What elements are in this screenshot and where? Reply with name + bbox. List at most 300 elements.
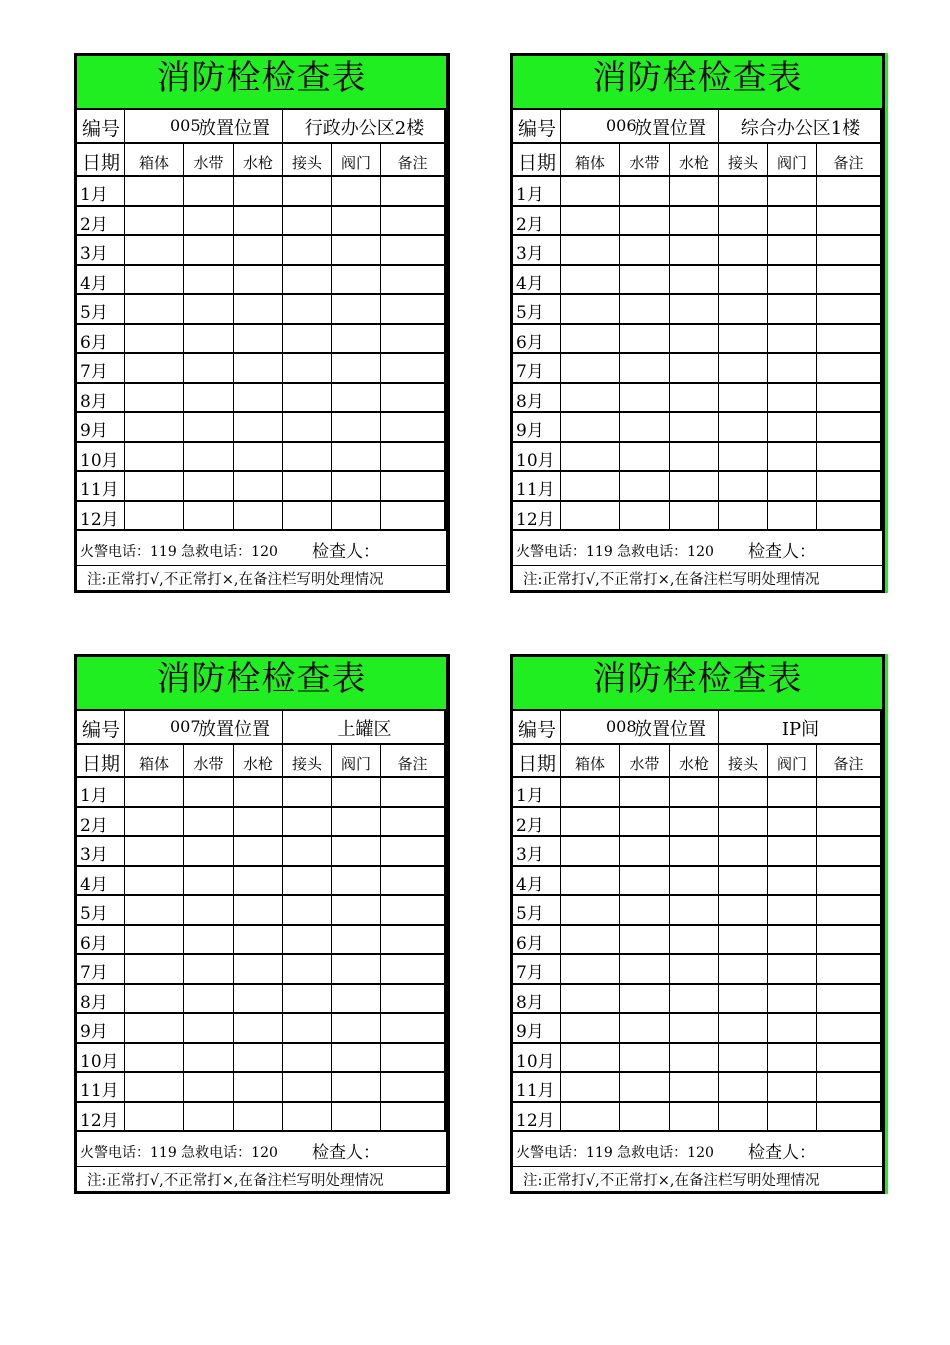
check-cell[interactable]: [719, 502, 768, 532]
check-cell[interactable]: [817, 1014, 882, 1044]
check-cell[interactable]: [184, 502, 234, 532]
check-cell[interactable]: [184, 867, 234, 897]
check-cell[interactable]: [719, 1014, 768, 1044]
check-cell[interactable]: [332, 266, 381, 296]
check-cell[interactable]: [234, 472, 283, 502]
check-cell[interactable]: [768, 266, 817, 296]
check-cell[interactable]: [768, 325, 817, 355]
check-cell[interactable]: [125, 985, 184, 1015]
check-cell[interactable]: [620, 207, 670, 237]
check-cell[interactable]: [719, 778, 768, 808]
check-cell[interactable]: [768, 1073, 817, 1103]
header-cell: [768, 144, 817, 177]
check-cell[interactable]: [381, 985, 446, 1015]
check-cell[interactable]: [381, 955, 446, 985]
check-cell[interactable]: [125, 1073, 184, 1103]
check-cell[interactable]: [234, 1073, 283, 1103]
column-header: 日期: [82, 152, 121, 174]
check-cell[interactable]: [561, 778, 620, 808]
check-cell[interactable]: [381, 325, 446, 355]
check-cell[interactable]: [670, 413, 719, 443]
month-cell: [513, 955, 561, 985]
check-cell[interactable]: [620, 325, 670, 355]
check-cell[interactable]: [381, 778, 446, 808]
check-cell[interactable]: [332, 207, 381, 237]
check-cell[interactable]: [234, 778, 283, 808]
check-cell[interactable]: [768, 236, 817, 266]
check-cell[interactable]: [670, 955, 719, 985]
check-cell[interactable]: [234, 896, 283, 926]
check-cell[interactable]: [719, 1103, 768, 1133]
check-cell[interactable]: [381, 354, 446, 384]
check-cell[interactable]: [719, 926, 768, 956]
check-cell[interactable]: [283, 985, 332, 1015]
check-cell[interactable]: [125, 1014, 184, 1044]
check-cell[interactable]: [719, 384, 768, 414]
check-cell[interactable]: [283, 778, 332, 808]
check-cell[interactable]: [768, 926, 817, 956]
check-cell[interactable]: [670, 1014, 719, 1044]
check-cell[interactable]: [817, 384, 882, 414]
check-cell[interactable]: [184, 955, 234, 985]
check-cell[interactable]: [234, 808, 283, 838]
check-cell[interactable]: [620, 443, 670, 473]
check-cell[interactable]: [719, 808, 768, 838]
check-cell[interactable]: [125, 354, 184, 384]
check-cell[interactable]: [620, 1014, 670, 1044]
check-cell[interactable]: [283, 1014, 332, 1044]
check-cell[interactable]: [561, 1073, 620, 1103]
check-cell[interactable]: [561, 1014, 620, 1044]
check-cell[interactable]: [283, 955, 332, 985]
header-cell: [768, 745, 817, 778]
check-cell[interactable]: [561, 955, 620, 985]
check-cell[interactable]: [332, 778, 381, 808]
check-cell[interactable]: [768, 778, 817, 808]
check-cell[interactable]: [332, 1073, 381, 1103]
check-cell[interactable]: [234, 413, 283, 443]
check-cell[interactable]: [561, 443, 620, 473]
check-cell[interactable]: [332, 808, 381, 838]
check-cell[interactable]: [620, 266, 670, 296]
check-cell[interactable]: [332, 985, 381, 1015]
check-cell[interactable]: [561, 266, 620, 296]
check-cell[interactable]: [381, 266, 446, 296]
check-cell[interactable]: [381, 1103, 446, 1133]
check-cell[interactable]: [670, 384, 719, 414]
check-cell[interactable]: [561, 207, 620, 237]
check-cell[interactable]: [817, 778, 882, 808]
check-cell[interactable]: [670, 236, 719, 266]
check-cell[interactable]: [561, 413, 620, 443]
check-cell[interactable]: [817, 354, 882, 384]
check-cell[interactable]: [332, 413, 381, 443]
check-cell[interactable]: [381, 502, 446, 532]
check-cell[interactable]: [125, 778, 184, 808]
check-cell[interactable]: [817, 808, 882, 838]
check-cell[interactable]: [184, 1073, 234, 1103]
check-cell[interactable]: [719, 1073, 768, 1103]
check-cell[interactable]: [381, 207, 446, 237]
check-cell[interactable]: [184, 1044, 234, 1074]
check-cell[interactable]: [719, 295, 768, 325]
check-cell[interactable]: [381, 236, 446, 266]
check-cell[interactable]: [719, 207, 768, 237]
check-cell[interactable]: [234, 354, 283, 384]
check-cell[interactable]: [670, 896, 719, 926]
check-cell[interactable]: [283, 867, 332, 897]
check-cell[interactable]: [283, 325, 332, 355]
check-cell[interactable]: [283, 236, 332, 266]
check-cell[interactable]: [234, 1044, 283, 1074]
check-cell[interactable]: [234, 384, 283, 414]
check-cell[interactable]: [561, 896, 620, 926]
header-cell: [817, 745, 882, 778]
check-cell[interactable]: [768, 1103, 817, 1133]
check-cell[interactable]: [234, 266, 283, 296]
check-cell[interactable]: [561, 985, 620, 1015]
check-cell[interactable]: [561, 1103, 620, 1133]
check-cell[interactable]: [719, 413, 768, 443]
check-cell[interactable]: [817, 926, 882, 956]
check-cell[interactable]: [670, 502, 719, 532]
check-cell[interactable]: [670, 354, 719, 384]
inspector-label: 检查人：: [312, 542, 380, 562]
check-cell[interactable]: [561, 236, 620, 266]
check-cell[interactable]: [332, 295, 381, 325]
check-cell[interactable]: [620, 413, 670, 443]
check-cell[interactable]: [719, 955, 768, 985]
check-cell[interactable]: [332, 472, 381, 502]
check-cell[interactable]: [234, 867, 283, 897]
check-cell[interactable]: [670, 808, 719, 838]
check-cell[interactable]: [620, 985, 670, 1015]
check-cell[interactable]: [817, 896, 882, 926]
check-cell[interactable]: [125, 325, 184, 355]
check-cell[interactable]: [817, 207, 882, 237]
check-cell[interactable]: [561, 867, 620, 897]
check-cell[interactable]: [620, 778, 670, 808]
check-cell[interactable]: [184, 926, 234, 956]
check-cell[interactable]: [381, 1073, 446, 1103]
check-cell[interactable]: [283, 472, 332, 502]
check-cell[interactable]: [817, 266, 882, 296]
check-cell[interactable]: [184, 808, 234, 838]
check-cell[interactable]: [381, 867, 446, 897]
check-cell[interactable]: [620, 955, 670, 985]
check-cell[interactable]: [283, 926, 332, 956]
check-cell[interactable]: [234, 236, 283, 266]
check-cell[interactable]: [817, 472, 882, 502]
check-cell[interactable]: [381, 443, 446, 473]
check-cell[interactable]: [125, 896, 184, 926]
check-cell[interactable]: [768, 207, 817, 237]
check-cell[interactable]: [234, 985, 283, 1015]
check-cell[interactable]: [332, 1103, 381, 1133]
check-cell[interactable]: [768, 808, 817, 838]
check-cell[interactable]: [125, 955, 184, 985]
check-cell[interactable]: [184, 985, 234, 1015]
check-cell[interactable]: [620, 867, 670, 897]
check-cell[interactable]: [670, 1103, 719, 1133]
check-cell[interactable]: [817, 295, 882, 325]
check-cell[interactable]: [381, 384, 446, 414]
check-cell[interactable]: [234, 325, 283, 355]
check-cell[interactable]: [620, 295, 670, 325]
check-cell[interactable]: [283, 413, 332, 443]
check-cell[interactable]: [768, 1044, 817, 1074]
check-cell[interactable]: [234, 177, 283, 207]
check-cell[interactable]: [670, 472, 719, 502]
check-cell[interactable]: [234, 837, 283, 867]
check-cell[interactable]: [620, 1073, 670, 1103]
check-cell[interactable]: [670, 867, 719, 897]
check-cell[interactable]: [283, 502, 332, 532]
check-cell[interactable]: [817, 236, 882, 266]
check-cell[interactable]: [768, 896, 817, 926]
check-cell[interactable]: [817, 1073, 882, 1103]
check-cell[interactable]: [719, 985, 768, 1015]
check-cell[interactable]: [184, 207, 234, 237]
check-cell[interactable]: [620, 1103, 670, 1133]
check-cell[interactable]: [184, 295, 234, 325]
check-cell[interactable]: [332, 177, 381, 207]
check-cell[interactable]: [620, 926, 670, 956]
check-cell[interactable]: [719, 354, 768, 384]
check-cell[interactable]: [283, 295, 332, 325]
check-cell[interactable]: [817, 1044, 882, 1074]
check-cell[interactable]: [125, 472, 184, 502]
check-cell[interactable]: [817, 1103, 882, 1133]
check-cell[interactable]: [719, 837, 768, 867]
check-cell[interactable]: [234, 1103, 283, 1133]
check-cell[interactable]: [768, 867, 817, 897]
check-cell[interactable]: [381, 1044, 446, 1074]
check-cell[interactable]: [381, 926, 446, 956]
check-cell[interactable]: [125, 1103, 184, 1133]
check-cell[interactable]: [184, 472, 234, 502]
column-header: 水带: [629, 154, 660, 172]
check-cell[interactable]: [234, 207, 283, 237]
check-cell[interactable]: [719, 325, 768, 355]
check-cell[interactable]: [283, 266, 332, 296]
check-cell[interactable]: [184, 236, 234, 266]
check-cell[interactable]: [184, 354, 234, 384]
check-cell[interactable]: [332, 502, 381, 532]
check-cell[interactable]: [768, 502, 817, 532]
check-cell[interactable]: [332, 354, 381, 384]
check-cell[interactable]: [125, 926, 184, 956]
check-cell[interactable]: [125, 502, 184, 532]
check-cell[interactable]: [817, 177, 882, 207]
check-cell[interactable]: [768, 177, 817, 207]
check-cell[interactable]: [332, 1014, 381, 1044]
check-cell[interactable]: [381, 177, 446, 207]
check-cell[interactable]: [561, 808, 620, 838]
check-cell[interactable]: [670, 1073, 719, 1103]
check-cell[interactable]: [381, 896, 446, 926]
check-cell[interactable]: [620, 837, 670, 867]
check-cell[interactable]: [817, 955, 882, 985]
check-cell[interactable]: [768, 955, 817, 985]
month-cell: [77, 837, 125, 867]
check-cell[interactable]: [620, 354, 670, 384]
check-cell[interactable]: [184, 896, 234, 926]
check-cell[interactable]: [620, 472, 670, 502]
check-cell[interactable]: [283, 207, 332, 237]
check-cell[interactable]: [670, 926, 719, 956]
check-cell[interactable]: [817, 837, 882, 867]
check-cell[interactable]: [332, 1044, 381, 1074]
check-cell[interactable]: [670, 325, 719, 355]
header-cell: [670, 745, 719, 778]
check-cell[interactable]: [184, 837, 234, 867]
check-cell[interactable]: [719, 236, 768, 266]
check-cell[interactable]: [561, 1044, 620, 1074]
check-cell[interactable]: [234, 926, 283, 956]
check-cell[interactable]: [817, 325, 882, 355]
month-cell: [513, 295, 561, 325]
check-cell[interactable]: [184, 778, 234, 808]
check-cell[interactable]: [817, 413, 882, 443]
check-cell[interactable]: [125, 837, 184, 867]
check-cell[interactable]: [768, 413, 817, 443]
check-cell[interactable]: [283, 443, 332, 473]
check-cell[interactable]: [283, 354, 332, 384]
check-cell[interactable]: [184, 443, 234, 473]
check-cell[interactable]: [719, 867, 768, 897]
check-cell[interactable]: [561, 472, 620, 502]
check-cell[interactable]: [381, 472, 446, 502]
check-cell[interactable]: [561, 837, 620, 867]
check-cell[interactable]: [719, 443, 768, 473]
check-cell[interactable]: [332, 325, 381, 355]
check-cell[interactable]: [670, 778, 719, 808]
check-cell[interactable]: [561, 354, 620, 384]
check-cell[interactable]: [719, 472, 768, 502]
check-cell[interactable]: [125, 266, 184, 296]
check-cell[interactable]: [561, 177, 620, 207]
check-cell[interactable]: [620, 502, 670, 532]
check-cell[interactable]: [620, 808, 670, 838]
check-cell[interactable]: [125, 177, 184, 207]
check-cell[interactable]: [125, 236, 184, 266]
check-cell[interactable]: [561, 926, 620, 956]
check-cell[interactable]: [234, 295, 283, 325]
check-cell[interactable]: [381, 808, 446, 838]
check-cell[interactable]: [561, 384, 620, 414]
check-cell[interactable]: [561, 325, 620, 355]
check-cell[interactable]: [184, 1103, 234, 1133]
check-cell[interactable]: [381, 837, 446, 867]
check-cell[interactable]: [561, 502, 620, 532]
check-cell[interactable]: [125, 295, 184, 325]
check-cell[interactable]: [234, 443, 283, 473]
check-cell[interactable]: [332, 955, 381, 985]
check-cell[interactable]: [125, 867, 184, 897]
check-cell[interactable]: [719, 1044, 768, 1074]
check-cell[interactable]: [125, 207, 184, 237]
check-cell[interactable]: [768, 837, 817, 867]
check-cell[interactable]: [561, 295, 620, 325]
check-cell[interactable]: [234, 1014, 283, 1044]
check-cell[interactable]: [125, 808, 184, 838]
check-cell[interactable]: [670, 837, 719, 867]
check-cell[interactable]: [620, 896, 670, 926]
check-cell[interactable]: [332, 896, 381, 926]
check-cell[interactable]: [381, 413, 446, 443]
month-label: 11月: [516, 1081, 555, 1101]
check-cell[interactable]: [184, 384, 234, 414]
check-cell[interactable]: [283, 837, 332, 867]
check-cell[interactable]: [184, 413, 234, 443]
check-cell[interactable]: [768, 443, 817, 473]
check-cell[interactable]: [332, 443, 381, 473]
check-cell[interactable]: [184, 266, 234, 296]
check-cell[interactable]: [332, 926, 381, 956]
check-cell[interactable]: [184, 177, 234, 207]
check-cell[interactable]: [620, 236, 670, 266]
check-cell[interactable]: [768, 472, 817, 502]
check-cell[interactable]: [768, 1014, 817, 1044]
check-cell[interactable]: [234, 502, 283, 532]
check-cell[interactable]: [817, 867, 882, 897]
check-cell[interactable]: [768, 354, 817, 384]
check-cell[interactable]: [817, 985, 882, 1015]
check-cell[interactable]: [670, 177, 719, 207]
check-cell[interactable]: [332, 384, 381, 414]
check-cell[interactable]: [670, 985, 719, 1015]
check-cell[interactable]: [620, 384, 670, 414]
check-cell[interactable]: [719, 266, 768, 296]
check-cell[interactable]: [234, 955, 283, 985]
check-cell[interactable]: [184, 325, 234, 355]
location-value: 上罐区: [337, 719, 392, 740]
check-cell[interactable]: [381, 1014, 446, 1044]
check-cell[interactable]: [332, 837, 381, 867]
check-cell[interactable]: [332, 867, 381, 897]
check-cell[interactable]: [184, 1014, 234, 1044]
check-cell[interactable]: [817, 502, 882, 532]
check-cell[interactable]: [125, 384, 184, 414]
check-cell[interactable]: [620, 1044, 670, 1074]
check-cell[interactable]: [125, 443, 184, 473]
check-cell[interactable]: [381, 295, 446, 325]
check-cell[interactable]: [817, 443, 882, 473]
check-cell[interactable]: [283, 1073, 332, 1103]
check-cell[interactable]: [670, 443, 719, 473]
check-cell[interactable]: [670, 295, 719, 325]
check-cell[interactable]: [283, 1103, 332, 1133]
check-cell[interactable]: [768, 985, 817, 1015]
check-cell[interactable]: [283, 177, 332, 207]
check-cell[interactable]: [283, 1044, 332, 1074]
check-cell[interactable]: [768, 384, 817, 414]
check-cell[interactable]: [620, 177, 670, 207]
check-cell[interactable]: [283, 896, 332, 926]
check-cell[interactable]: [283, 808, 332, 838]
check-cell[interactable]: [283, 384, 332, 414]
check-cell[interactable]: [125, 413, 184, 443]
check-cell[interactable]: [125, 1044, 184, 1074]
check-cell[interactable]: [670, 266, 719, 296]
check-cell[interactable]: [768, 295, 817, 325]
check-cell[interactable]: [670, 207, 719, 237]
check-cell[interactable]: [719, 896, 768, 926]
check-cell[interactable]: [332, 236, 381, 266]
check-cell[interactable]: [719, 177, 768, 207]
check-cell[interactable]: [670, 1044, 719, 1074]
